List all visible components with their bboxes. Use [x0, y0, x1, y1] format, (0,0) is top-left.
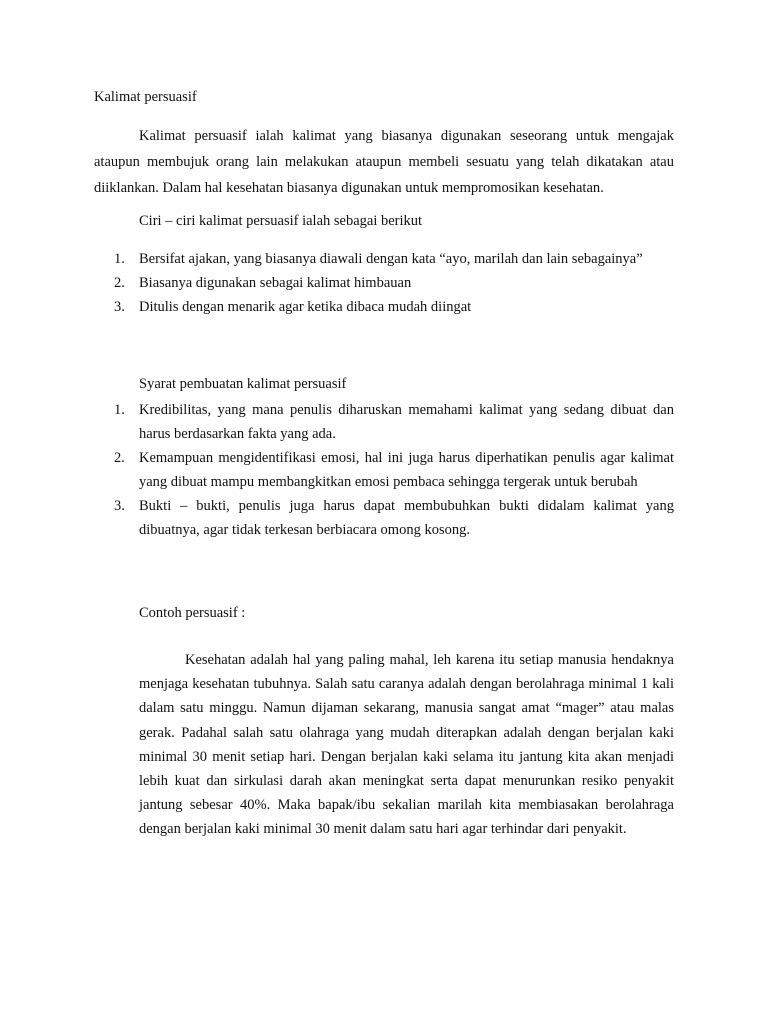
list-item-text: Kemampuan mengidentifikasi emosi, hal ini juga harus diperhatikan penulis agar kalimat yang dibuat mampu membangkitkan emosi pembaca sehingga tergerak untuk berubah: [139, 450, 674, 490]
list-number: 2.: [114, 450, 125, 466]
list-item: [94, 271, 674, 295]
document-title: Kalimat persuasif: [94, 89, 197, 105]
list-number: 1.: [114, 251, 125, 267]
ciri-list: [94, 247, 674, 319]
list-item: [94, 247, 674, 271]
list-item: [94, 295, 674, 319]
list-item-text: Bersifat ajakan, yang biasanya diawali dengan kata “ayo, marilah dan lain sebagainya”: [139, 251, 643, 267]
list-item-text: Biasanya digunakan sebagai kalimat himbauan: [139, 275, 412, 291]
list-item: [94, 494, 674, 542]
list-item-text: Ditulis dengan menarik agar ketika dibaca mudah diingat: [139, 299, 472, 315]
intro-paragraph: Kalimat persuasif ialah kalimat yang biasanya digunakan seseorang untuk mengajak ataupun membujuk orang lain melakukan ataupun membeli sesuatu yang telah dikatakan atau diiklankan. Dalam hal kesehatan biasanya digunakan untuk mempromosikan kesehatan.: [94, 128, 674, 196]
list-item-text: Kredibilitas, yang mana penulis diharuskan memahami kalimat yang sedang dibuat dan harus berdasarkan fakta yang ada.: [139, 402, 674, 442]
list-number: 1.: [114, 402, 125, 418]
syarat-list: [94, 398, 674, 542]
example-paragraph: Kesehatan adalah hal yang paling mahal, leh karena itu setiap manusia hendaknya menjaga kesehatan tubuhnya. Salah satu caranya adalah dengan berolahraga minimal 1 kali dalam satu minggu. Namun dijaman sekarang, manusia sangat amat “mager” atau malas gerak. Padahal salah satu olahraga yang mudah diterapkan adalah dengan berjalan kaki minimal 30 menit setiap hari. Dengan berjalan kaki selama itu jantung kita akan menjadi lebih kuat dan sirkulasi darah akan meningkat serta dapat menurunkan resiko penyakit jantung sebesar 40%. Maka bapak/ibu sekalian marilah kita membiasakan berolahraga dengan berjalan kaki minimal 30 menit dalam satu hari agar terhindar dari penyakit.: [139, 652, 674, 838]
syarat-heading: Syarat pembuatan kalimat persuasif: [139, 376, 347, 392]
contoh-heading: Contoh persuasif :: [139, 605, 246, 621]
list-item: [94, 398, 674, 446]
list-number: 2.: [114, 275, 125, 291]
ciri-heading: Ciri – ciri kalimat persuasif ialah sebagai berikut: [139, 213, 423, 229]
list-item-text: Bukti – bukti, penulis juga harus dapat membubuhkan bukti didalam kalimat yang dibuatnya, agar tidak terkesan berbiacara omong kosong.: [139, 498, 674, 538]
list-number: 3.: [114, 299, 125, 315]
list-item: [94, 446, 674, 494]
list-number: 3.: [114, 498, 125, 514]
